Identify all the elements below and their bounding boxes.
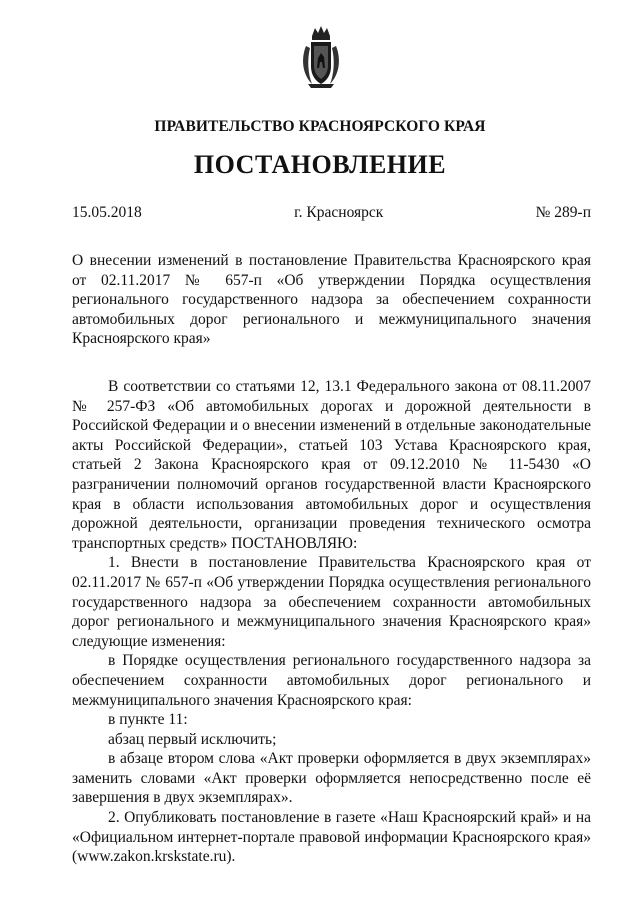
paragraph-procedure: в Порядке осуществления регионального государственного надзора за обеспечением сохранности автомобильных дорог регионального и межмуниципального значения Красноярского края:: [72, 652, 591, 709]
paragraph-item-1: 1. Внести в постановление Правительства Красноярского края от 02.11.2017 № 657-п «Об утверждении Порядка осуществления регионального государственного надзора за обеспечением сохранности автомобильных дорог регионального и межмуниципального значения Красноярского края» следующие изменения:: [72, 554, 591, 650]
paragraph-first-excluded: абзац первый исключить;: [108, 730, 277, 748]
document-meta-row: [72, 204, 591, 222]
document-date: 15.05.2018: [72, 204, 142, 221]
document-number: № 289-п: [535, 204, 591, 221]
document-type-title: ПОСТАНОВЛЕНИЕ: [193, 150, 447, 179]
paragraph-preamble: В соответствии со статьями 12, 13.1 Федерального закона от 08.11.2007 № 257-ФЗ «Об автомобильных дорогах и дорожной деятельности в Российской Федерации и о внесении изменений в отдельные законодательные акты Российской Федерации», статьей 103 Устава Красноярского края, статьей 2 Закона Красноярского края от 09.12.2010 № 11-5430 «О разграничении полномочий органов государственной власти Красноярского края в области использования автомобильных дорог и осуществления дорожной деятельности, организации проведения технического осмотра транспортных средств» ПОСТАНОВЛЯЮ:: [72, 378, 591, 552]
coat-of-arms-emblem: [298, 24, 344, 90]
paragraph-second-replace: в абзаце втором слова «Акт проверки оформляется в двух экземплярах» заменить словами «Акт проверки оформляется непосредственно после её завершения в двух экземплярах».: [72, 750, 591, 807]
government-name: ПРАВИТЕЛЬСТВО КРАСНОЯРСКОГО КРАЯ: [154, 118, 486, 135]
document-city: г. Красноярск: [294, 204, 384, 221]
document-subject: О внесении изменений в постановление Правительства Красноярского края от 02.11.2017 № 657-п «Об утверждении Порядка осуществления регионального государственного надзора за обеспечением сохранности автомобильных дорог регионального и межмуниципального значения Красноярского края»: [72, 252, 591, 347]
document-body: [72, 377, 591, 867]
paragraph-clause-11: в пункте 11:: [108, 711, 188, 729]
paragraph-item-2: 2. Опубликовать постановление в газете «Наш Красноярский край» и на «Официальном интернет-портале правовой информации Красноярского края» (www.zakon.krskstate.ru).: [72, 809, 591, 866]
